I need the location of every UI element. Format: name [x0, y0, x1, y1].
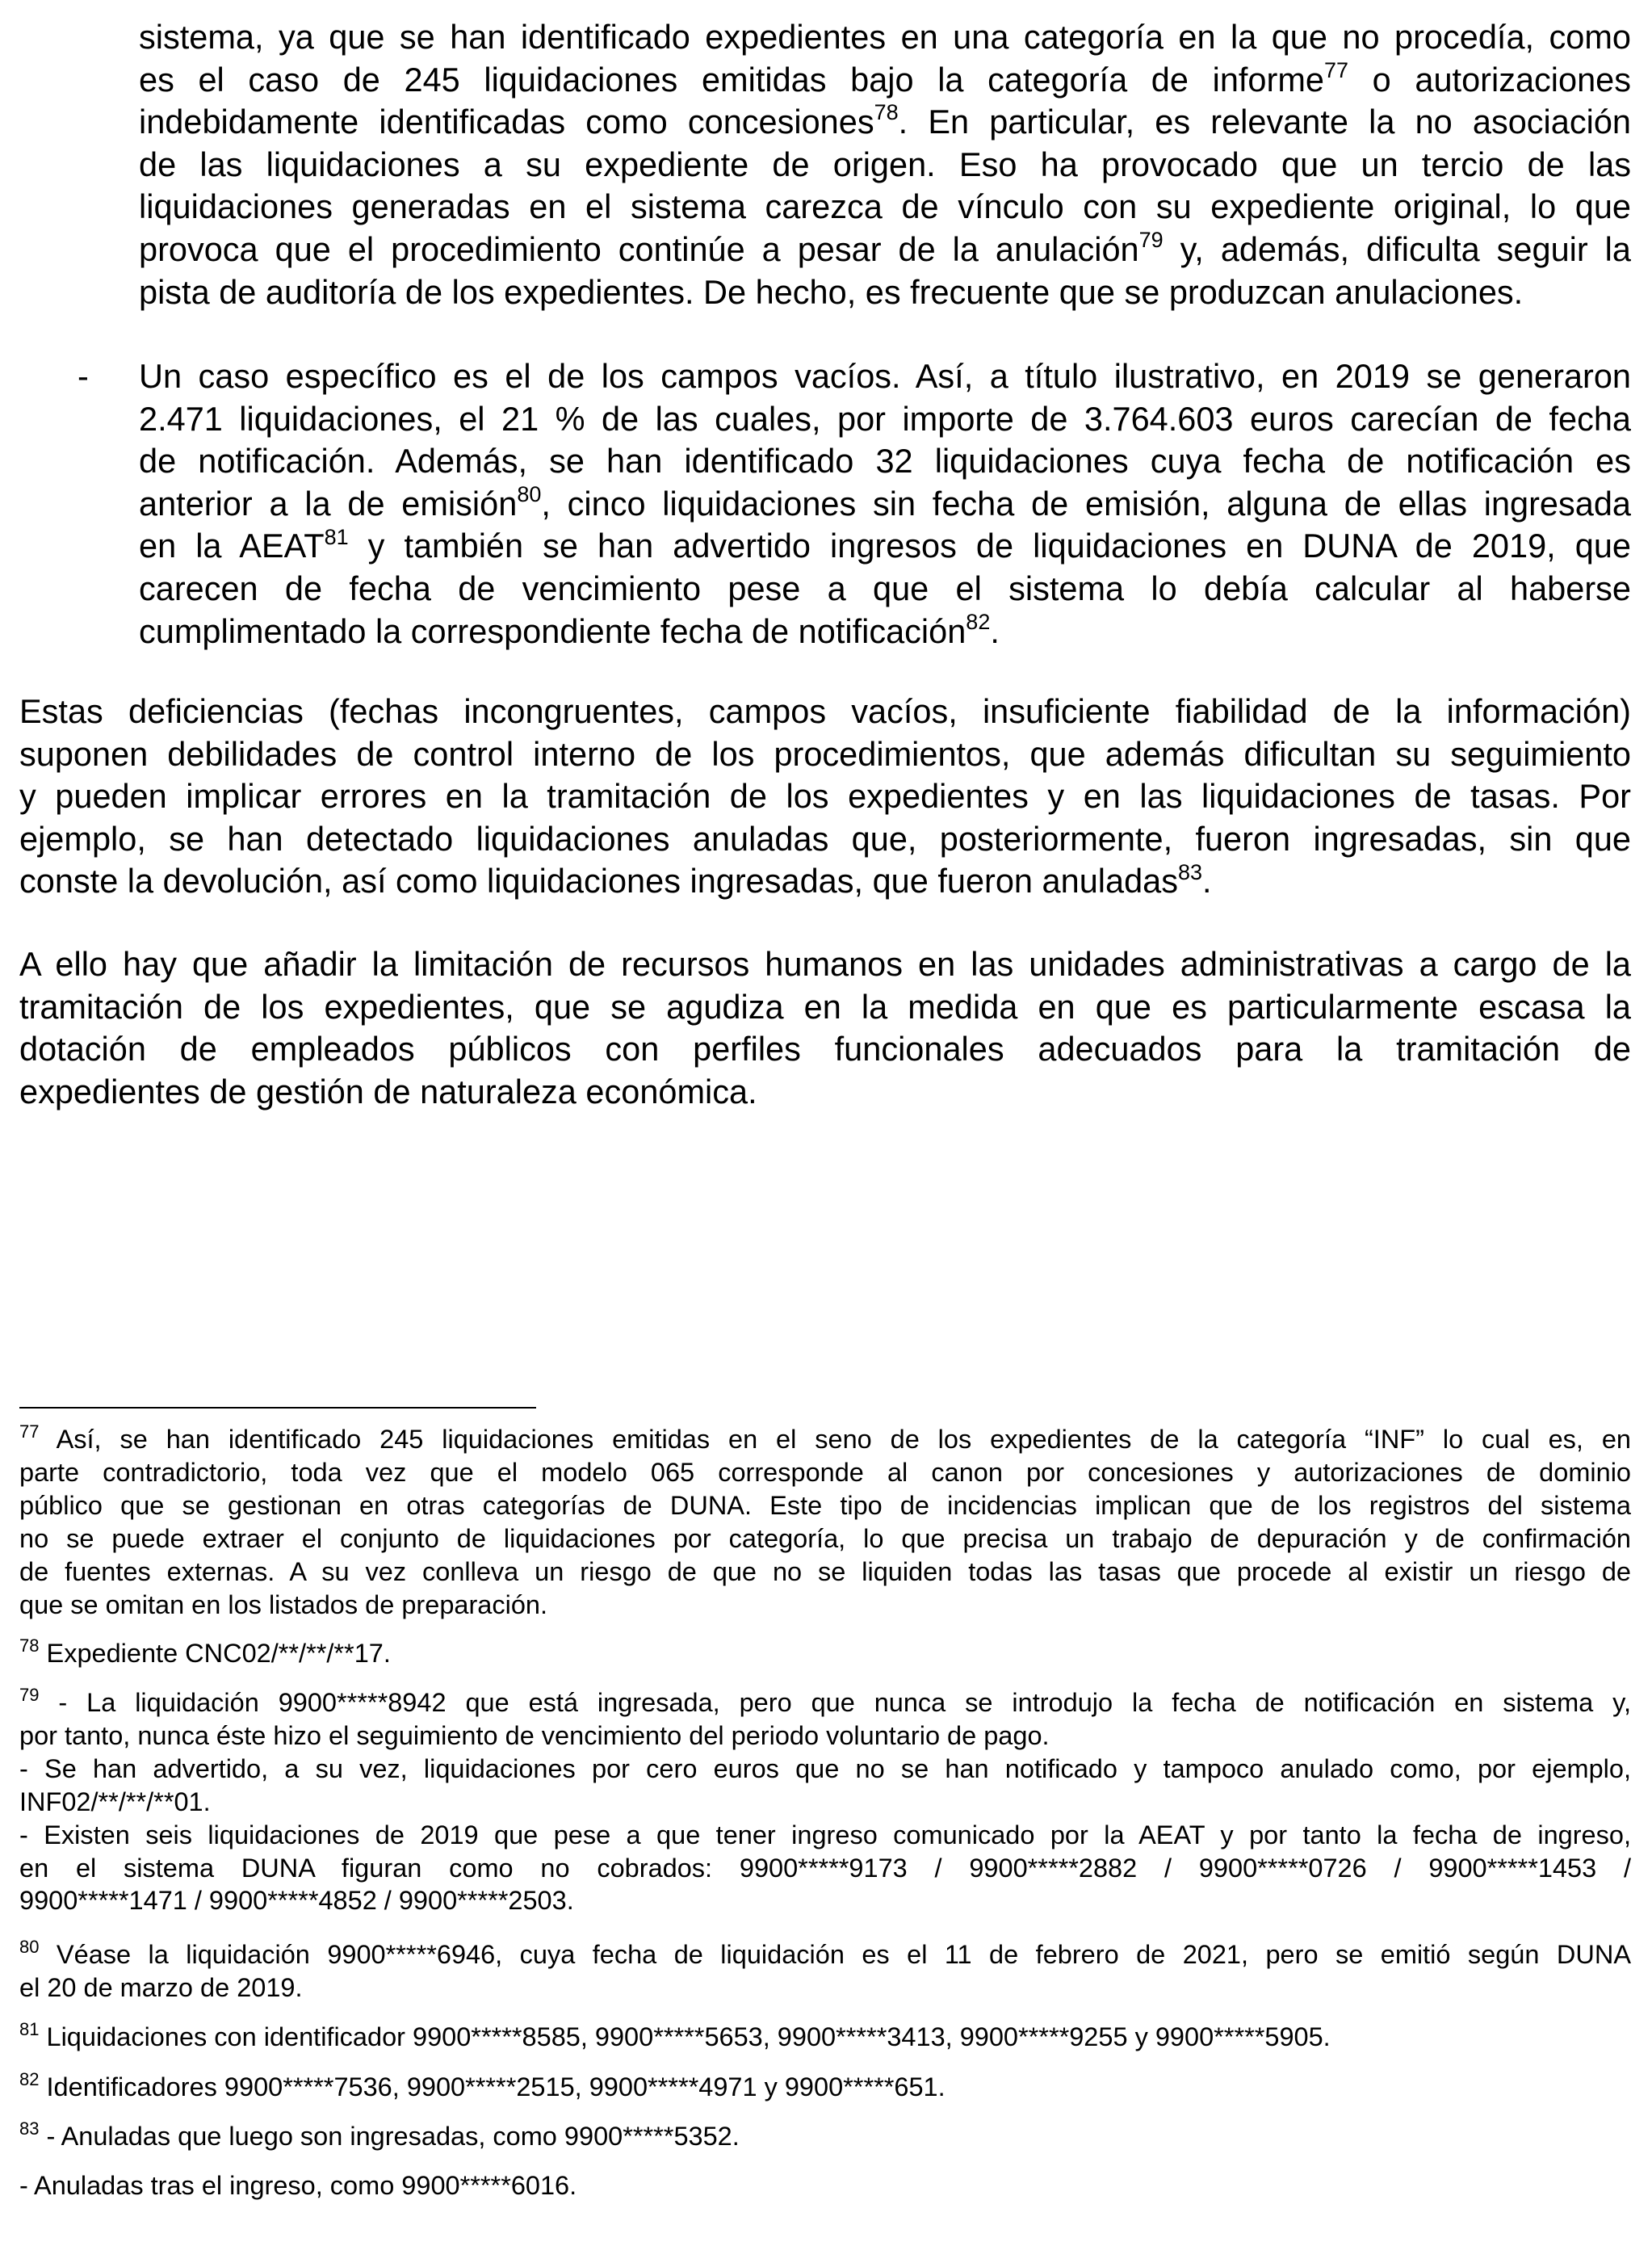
footnote-line: que se omitan en los listados de preparación.	[19, 1589, 548, 1619]
footnote-ref[interactable]: 80	[517, 481, 542, 506]
footnote-79	[19, 1686, 1631, 1917]
footnote-line: - Existen seis liquidaciones de 2019 que pese a que tener ingreso comunicado por la AEAT y por tanto la fecha de ingreso,	[19, 1820, 1631, 1849]
text-line: Un caso específico es el de los campos vacíos. Así, a título ilustrativo, en 2019 se generaron	[139, 357, 1631, 395]
footnote-77	[19, 1423, 1631, 1621]
footnote-line: de fuentes externas. A su vez conlleva un riesgo de que no se liquiden todas las tasas que procede al existir un riesgo de	[19, 1556, 1631, 1586]
footnote-82	[19, 2071, 1631, 2104]
footnote-83	[19, 2120, 1631, 2202]
text-line: expedientes de gestión de naturaleza económica.	[19, 1072, 757, 1111]
bullet-item	[139, 355, 1631, 653]
footnote-ref[interactable]: 79	[1138, 228, 1164, 253]
footnote-line: $^{77}$ Así, se han identificado 245 liquidaciones emitidas en el seno de los expedientes de la categoría “INF” lo cual es, en	[19, 1421, 1631, 1454]
footnote-line: 9900*****1471 / 9900*****4852 / 9900*****2503.	[19, 1886, 574, 1916]
text-line: de notificación. Además, se han identificado 32 liquidaciones cuya fecha de notificación es	[139, 442, 1631, 481]
footnote-78	[19, 1637, 1631, 1670]
footnote-line: $^{81}$ Liquidaciones con identificador 9900*****8585, 9900*****5653, 9900*****3413, 9900*****9255 y 9900*****5905.	[19, 2019, 1331, 2051]
text-line: es el caso de 245 liquidaciones emitidas bajo la categoría de informe$^{77}$ o autorizaciones	[139, 57, 1631, 99]
footnote-number: 80	[19, 1937, 40, 1958]
paragraph-deficiencias	[19, 691, 1631, 903]
footnote-number: 77	[19, 1421, 40, 1442]
text-line: Estas deficiencias (fechas incongruentes, campos vacíos, insuficiente fiabilidad de la información)	[19, 692, 1631, 730]
footnote-line: el 20 de marzo de 2019.	[19, 1972, 303, 2002]
footnote-line: en el sistema DUNA figuran como no cobrados: 9900*****9173 / 9900*****2882 / 9900*****0726 / 9900*****1453 /	[19, 1853, 1631, 1883]
footnote-line: $^{83}$ - Anuladas que luego son ingresadas, como 9900*****5352.	[19, 2118, 740, 2151]
text-line: liquidaciones generadas en el sistema carezca de vínculo con su expediente original, lo que	[139, 187, 1631, 226]
text-line: indebidamente identificadas como concesiones$^{78}$. En particular, es relevante la no asociación	[139, 100, 1631, 141]
text-line: ejemplo, se han detectado liquidaciones anuladas que, posteriormente, fueron ingresadas, sin que	[19, 819, 1631, 858]
footnote-80	[19, 1938, 1631, 2005]
text-line: de las liquidaciones a su expediente de origen. Eso ha provocado que un tercio de las	[139, 145, 1631, 183]
footnote-line: por tanto, nunca éste hizo el seguimiento de vencimiento del periodo voluntario de pago.	[19, 1720, 1050, 1750]
footnote-ref[interactable]: 77	[1323, 57, 1349, 82]
footnote-line: - Anuladas tras el ingreso, como 9900*****6016.	[19, 2170, 577, 2200]
text-line: conste la devolución, así como liquidaciones ingresadas, que fueron anuladas$^{83}$.	[19, 859, 1212, 901]
text-line: suponen debilidades de control interno de los procedimientos, que además dificultan su seguimiento	[19, 734, 1631, 773]
bullet-marker: -	[78, 357, 89, 395]
text-line: cumplimentado la correspondiente fecha de notificación$^{82}$.	[139, 609, 1000, 650]
footnote-ref[interactable]: 83	[1178, 859, 1203, 884]
footnote-line: $^{82}$ Identificadores 9900*****7536, 9900*****2515, 9900*****4971 y 9900*****651.	[19, 2069, 945, 2101]
text-line: anterior a la de emisión$^{80}$, cinco liquidaciones sin fecha de emisión, alguna de ellas ingresada	[139, 481, 1632, 523]
footnote-separator	[19, 1407, 536, 1409]
footnote-ref[interactable]: 82	[966, 609, 991, 634]
text-line: en la AEAT$^{81}$ y también se han advertido ingresos de liquidaciones en DUNA de 2019, que	[139, 524, 1631, 565]
text-line: y pueden implicar errores en la tramitación de los expedientes y en las liquidaciones de tasas. Por	[19, 777, 1631, 816]
footnote-number: 79	[19, 1685, 40, 1706]
footnote-81	[19, 2021, 1631, 2054]
footnote-line: $^{80}$ Véase la liquidación 9900*****6946, cuya fecha de liquidación es el 11 de febrero de 2021, pero se emitió según DUNA	[19, 1937, 1631, 1969]
text-line: carecen de fecha de vencimiento pese a que el sistema lo debía calcular al haberse	[139, 569, 1631, 607]
footnote-number: 82	[19, 2069, 40, 2090]
footnote-line: $^{79}$ - La liquidación 9900*****8942 que está ingresada, pero que nunca se introdujo la fecha de notificación en sistema y,	[19, 1685, 1631, 1717]
footnote-number: 78	[19, 1635, 40, 1656]
footnote-line: no se puede extraer el conjunto de liquidaciones por categoría, lo que precisa un trabajo de depuración y de confirmación	[19, 1523, 1631, 1553]
paragraph-recursos	[19, 943, 1631, 1113]
text-line: 2.471 liquidaciones, el 21 % de las cuales, por importe de 3.764.603 euros carecían de fecha	[139, 399, 1631, 438]
text-line: tramitación de los expedientes, que se agudiza en la medida en que es particularmente escasa la	[19, 987, 1631, 1026]
text-line: provoca que el procedimiento continúe a pesar de la anulación$^{79}$ y, además, dificulta seguir la	[139, 228, 1631, 268]
paragraph-continuation	[139, 16, 1631, 313]
footnote-line: público que se gestionan en otras categorías de DUNA. Este tipo de incidencias implican que de los registros del sistema	[19, 1490, 1631, 1520]
footnote-line: INF02/**/**/**01.	[19, 1786, 211, 1816]
text-line: sistema, ya que se han identificado expedientes en una categoría en la que no procedía, como	[139, 18, 1631, 56]
footnote-number: 81	[19, 2019, 40, 2040]
text-line: A ello hay que añadir la limitación de recursos humanos en las unidades administrativas a cargo de la	[19, 945, 1631, 983]
footnote-ref[interactable]: 78	[874, 100, 899, 125]
footnote-line: - Se han advertido, a su vez, liquidaciones por cero euros que no se han notificado y tampoco anulado como, por ejemplo,	[19, 1753, 1631, 1783]
text-line: dotación de empleados públicos con perfiles funcionales adecuados para la tramitación de	[19, 1030, 1631, 1069]
footnote-line: $^{78}$ Expediente CNC02/**/**/**17.	[19, 1635, 391, 1668]
footnote-ref[interactable]: 81	[324, 524, 349, 549]
footnote-number: 83	[19, 2118, 40, 2139]
text-line: pista de auditoría de los expedientes. De hecho, es frecuente que se produzcan anulaciones.	[139, 272, 1524, 311]
footnote-line: parte contradictorio, toda vez que el modelo 065 corresponde al canon por concesiones y autorizaciones de dominio	[19, 1457, 1631, 1487]
